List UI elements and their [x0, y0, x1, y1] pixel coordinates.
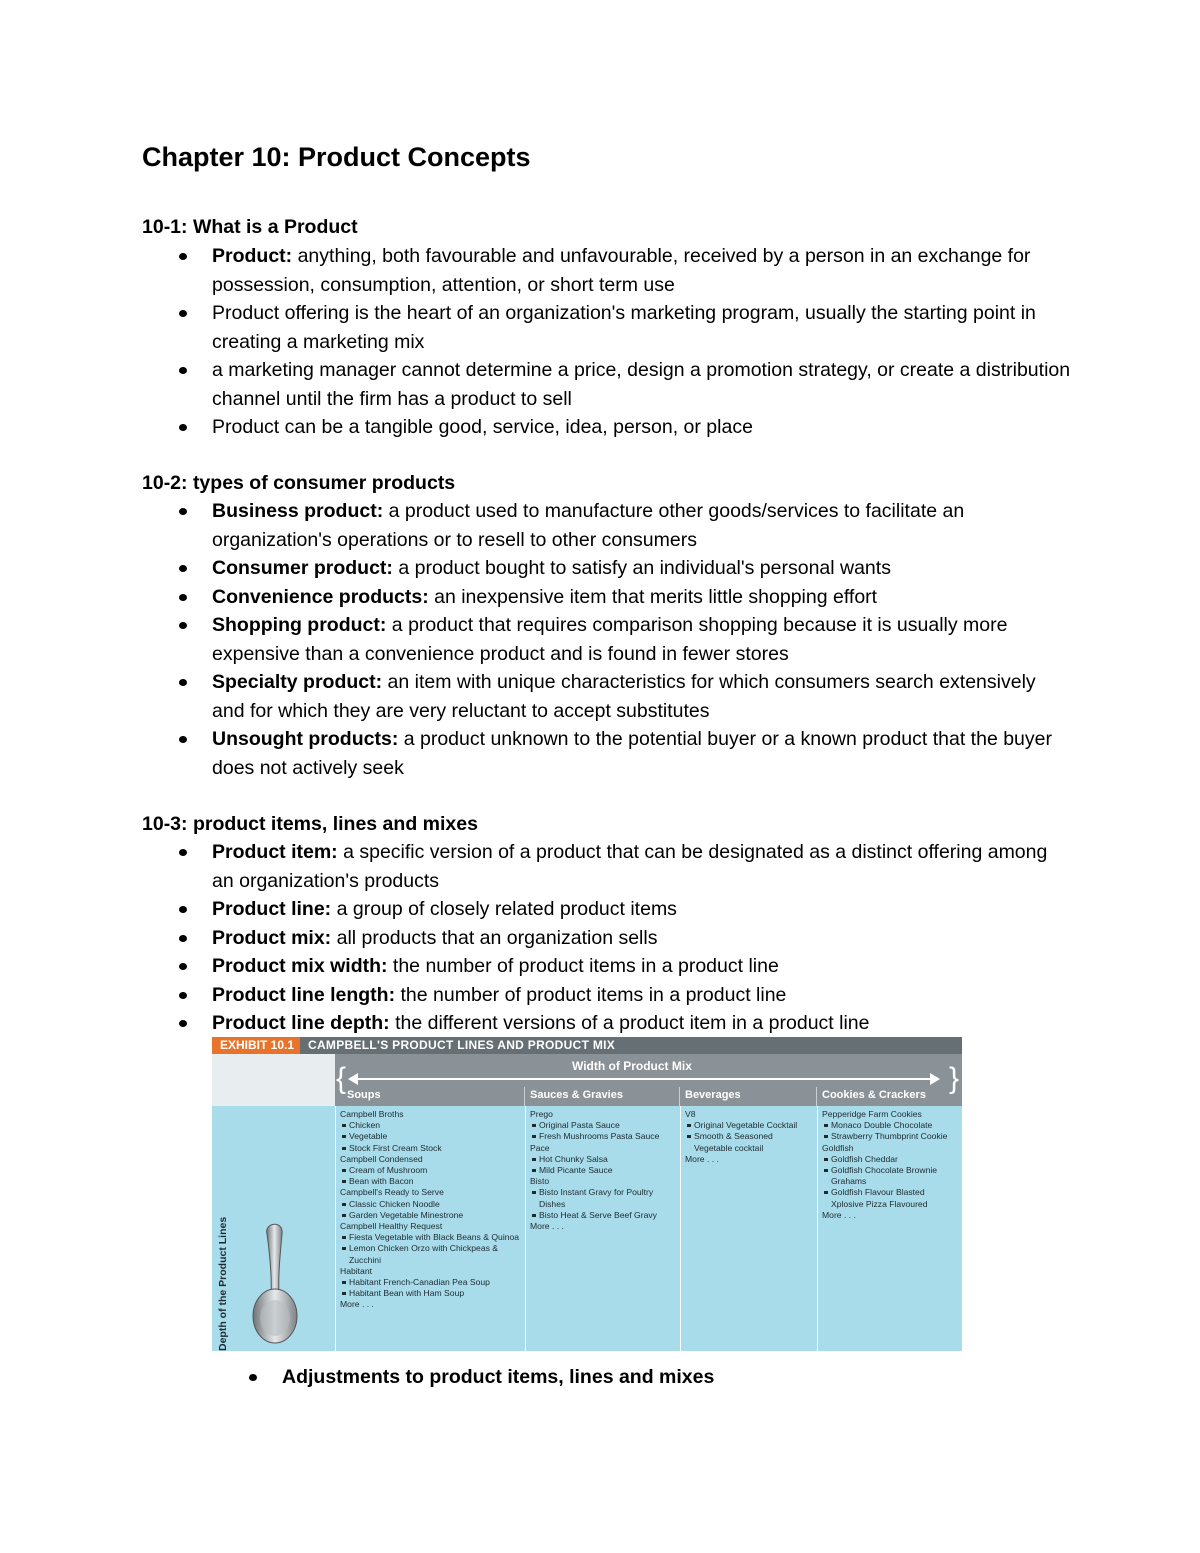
column-header-soups: Soups — [347, 1089, 381, 1101]
item-text: a group of closely related product items — [331, 898, 677, 920]
exhibit-figure — [212, 1037, 962, 1351]
product-item: Chicken — [340, 1120, 521, 1131]
width-label: Width of Product Mix — [572, 1059, 692, 1073]
exhibit-title: CAMPBELL'S PRODUCT LINES AND PRODUCT MIX — [308, 1038, 616, 1052]
ladle-icon — [248, 1216, 302, 1346]
more-link: More . . . — [685, 1153, 719, 1164]
list-item — [142, 924, 1072, 953]
brand-name: Bisto — [530, 1176, 550, 1187]
product-item: Strawberry Thumbprint Cookie — [822, 1131, 958, 1142]
bold-term: Product mix width: — [212, 955, 388, 977]
header-divider — [524, 1087, 525, 1106]
list-item — [142, 583, 1072, 612]
more-link: More . . . — [530, 1221, 564, 1232]
item-text: a product bought to satisfy an individual's personal wants — [392, 557, 891, 579]
brand-name: Goldfish — [822, 1142, 854, 1153]
item-text: all products that an organization sells — [331, 926, 658, 949]
column-soups — [335, 1106, 525, 1351]
left-brace-icon: { — [336, 1062, 347, 1095]
list-item — [212, 1363, 1142, 1392]
product-item: Stock First Cream Stock — [340, 1143, 521, 1154]
bullet-list-10-1 — [142, 242, 1072, 442]
list-item — [142, 497, 1072, 554]
item-text: the number of product items in a product line — [395, 983, 787, 1006]
product-item: Lemon Chicken Orzo with Chickpeas & Zucchini — [340, 1243, 521, 1265]
bold-term: Adjustments to product items, lines and mixes — [282, 1366, 715, 1388]
bold-term: Shopping product: — [212, 614, 387, 636]
product-item: Bisto Instant Gravy for Poultry Dishes — [530, 1187, 676, 1209]
product-item: Monaco Double Chocolate — [822, 1120, 958, 1131]
depth-label: Depth of the Product Lines — [217, 1216, 229, 1351]
brand-name: Campbell Healthy Request — [340, 1221, 443, 1232]
list-item — [142, 725, 1072, 782]
bold-term: Product item: — [212, 841, 338, 863]
item-text: a product used to manufacture other goods/services to facilitate an organization's operations or to resell to other consumers — [212, 500, 965, 551]
product-item: Goldfish Cheddar — [822, 1154, 958, 1165]
list-item — [142, 952, 1072, 981]
product-item: Fresh Mushrooms Pasta Sauce — [530, 1131, 676, 1142]
bold-term: Product line depth: — [212, 1012, 390, 1034]
depth-panel — [212, 1106, 335, 1351]
product-item: Habitant Bean with Ham Soup — [340, 1288, 521, 1299]
product-item: Fiesta Vegetable with Black Beans & Quinoa — [340, 1232, 521, 1243]
arrow-left-icon — [348, 1073, 358, 1085]
product-item: Bean with Bacon — [340, 1176, 521, 1187]
item-text: a product that requires comparison shopping because it is usually more expensive than a convenience product and is found in fewer stores — [212, 614, 1008, 665]
product-item: Garden Vegetable Minestrone — [340, 1210, 521, 1221]
product-item: Vegetable — [340, 1131, 521, 1142]
item-text: a specific version of a product that can be designated as a distinct offering among an organization's products — [212, 841, 1048, 892]
arrow-right-icon — [930, 1073, 940, 1085]
section-heading-10-2: 10-2: types of consumer products — [142, 472, 456, 494]
item-text: an inexpensive item that merits little shopping effort — [428, 585, 878, 608]
bold-term: Product line length: — [212, 983, 396, 1006]
bold-term: Convenience products: — [212, 585, 429, 608]
bullet-list-10-2 — [142, 497, 1072, 782]
trailing-bullet-list — [212, 1363, 1142, 1392]
list-item — [142, 838, 1072, 895]
list-item — [142, 981, 1072, 1010]
list-item — [142, 668, 1072, 725]
column-header-sauces: Sauces & Gravies — [530, 1089, 623, 1101]
bold-term: Specialty product: — [212, 671, 383, 693]
width-arrow-line — [354, 1078, 934, 1080]
item-text: a product unknown to the potential buyer or a known product that the buyer does not actively seek — [212, 728, 1052, 779]
more-link: More . . . — [822, 1209, 856, 1220]
brand-name: Campbell Broths — [340, 1109, 404, 1119]
list-item — [142, 413, 1072, 442]
brand-name: Habitant — [340, 1265, 373, 1276]
item-text: a marketing manager cannot determine a price, design a promotion strategy, or create a distribution channel until the firm has a product to sell — [212, 359, 1071, 410]
product-item: Habitant French-Canadian Pea Soup — [340, 1277, 521, 1288]
product-item: Goldfish Flavour Blasted Xplosive Pizza Flavoured — [822, 1187, 958, 1209]
brand-name: Campbell Condensed — [340, 1153, 423, 1164]
item-text: the different versions of a product item in a product line — [389, 1012, 870, 1034]
list-item — [142, 242, 1072, 299]
item-text: Product offering is the heart of an organization's marketing program, usually the starting point in creating a marketing mix — [212, 302, 1036, 353]
bold-term: Product mix: — [212, 926, 332, 949]
list-item — [142, 1009, 1072, 1038]
item-text: anything, both favourable and unfavourable, received by a person in an exchange for possession, consumption, attention, or short term use — [212, 245, 1031, 296]
column-beverages — [680, 1106, 817, 1351]
bold-term: Product line: — [212, 898, 332, 920]
product-item: Cream of Mushroom — [340, 1165, 521, 1176]
product-item: Hot Chunky Salsa — [530, 1154, 676, 1165]
exhibit-tag: EXHIBIT 10.1 — [212, 1037, 300, 1054]
bold-term: Product: — [212, 245, 293, 267]
exhibit-header-corner — [212, 1054, 335, 1106]
section-heading-10-3: 10-3: product items, lines and mixes — [142, 813, 478, 835]
header-divider — [816, 1087, 817, 1106]
list-item — [142, 299, 1072, 356]
brand-name: Campbell's Ready to Serve — [340, 1187, 444, 1198]
bold-term: Consumer product: — [212, 557, 393, 579]
product-item: Mild Picante Sauce — [530, 1165, 676, 1176]
page-title: Chapter 10: Product Concepts — [142, 142, 531, 172]
item-text: the number of product items in a product line — [387, 955, 779, 977]
brand-name: Pepperidge Farm Cookies — [822, 1109, 922, 1119]
item-text: Product can be a tangible good, service, idea, person, or place — [212, 416, 753, 438]
product-item: Bisto Heat & Serve Beef Gravy — [530, 1210, 676, 1221]
list-item — [142, 895, 1072, 924]
bullet-list-10-3 — [142, 838, 1072, 1038]
product-item: Goldfish Chocolate Brownie Grahams — [822, 1165, 958, 1187]
bold-term: Unsought products: — [212, 728, 399, 750]
item-text: an item with unique characteristics for which consumers search extensively and for which they are very reluctant to accept substitutes — [212, 671, 1036, 722]
column-sauces — [525, 1106, 680, 1351]
list-item — [142, 611, 1072, 668]
column-header-cookies: Cookies & Crackers — [822, 1089, 926, 1101]
product-item: Smooth & Seasoned Vegetable cocktail — [685, 1131, 813, 1153]
brand-name: V8 — [685, 1109, 696, 1119]
product-item: Original Vegetable Cocktail — [685, 1120, 813, 1131]
section-heading-10-1: 10-1: What is a Product — [142, 216, 358, 238]
column-cookies — [817, 1106, 962, 1351]
product-item: Classic Chicken Noodle — [340, 1199, 521, 1210]
brand-name: Prego — [530, 1109, 553, 1119]
column-header-beverages: Beverages — [685, 1089, 741, 1101]
list-item — [142, 554, 1072, 583]
list-item — [142, 356, 1072, 413]
more-link: More . . . — [340, 1299, 374, 1310]
product-item: Original Pasta Sauce — [530, 1120, 676, 1131]
bold-term: Business product: — [212, 500, 384, 522]
right-brace-icon: } — [949, 1062, 960, 1095]
header-divider — [679, 1087, 680, 1106]
brand-name: Pace — [530, 1142, 550, 1153]
